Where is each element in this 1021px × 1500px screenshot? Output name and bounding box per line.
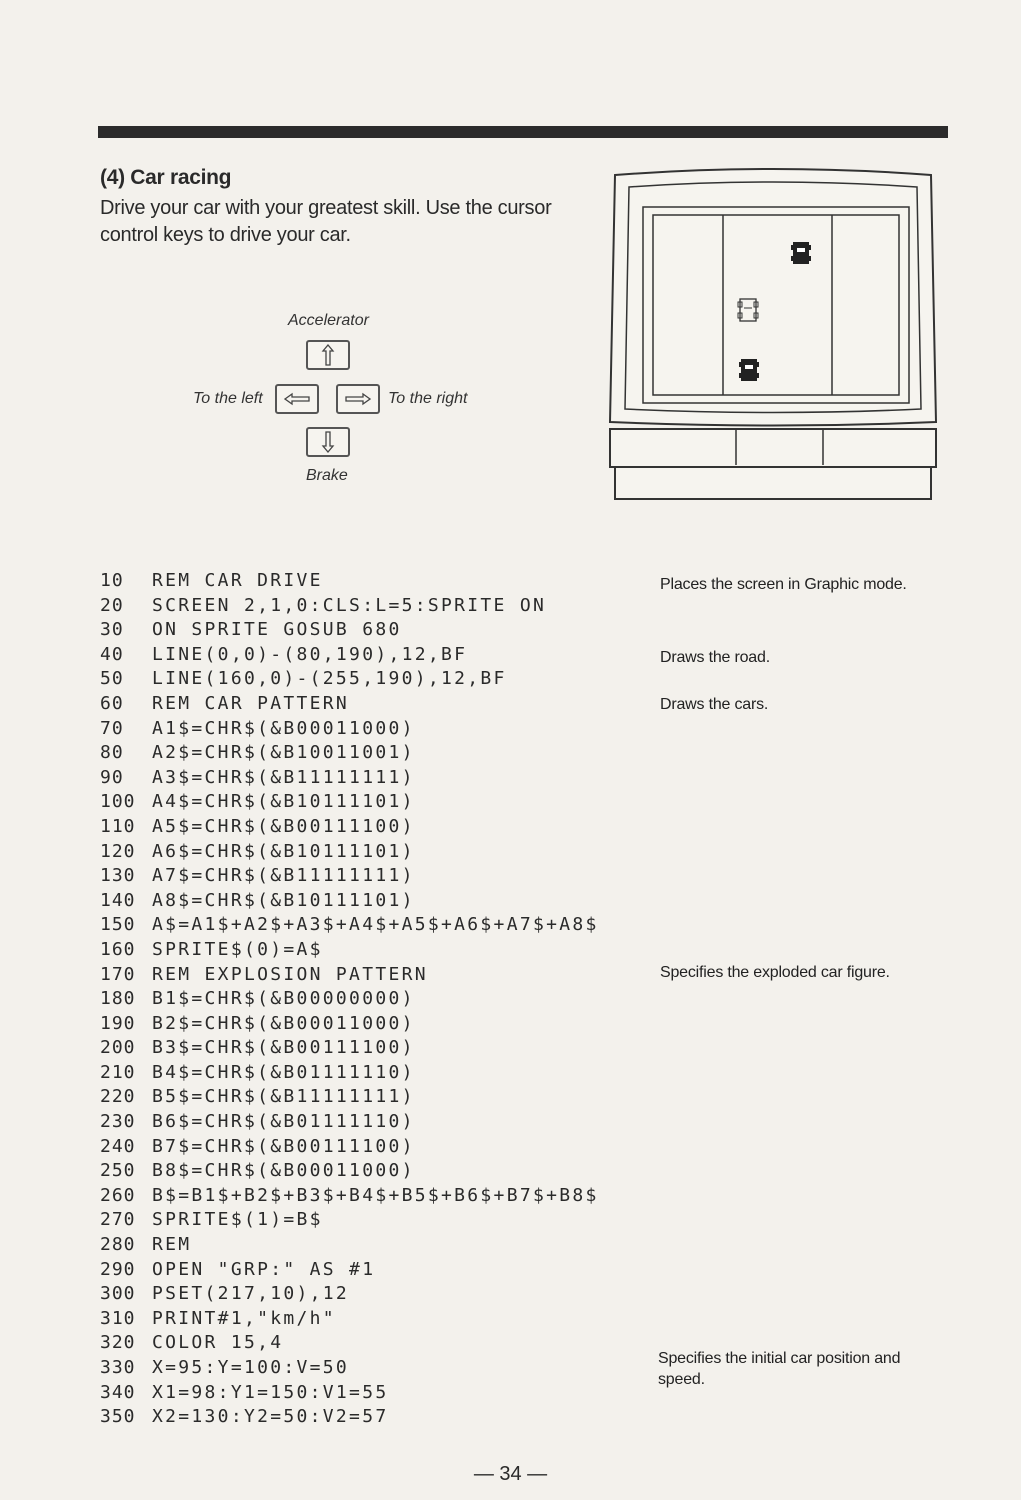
left-label: To the left <box>193 390 263 407</box>
code-text: REM CAR PATTERN <box>152 692 350 714</box>
code-line <box>100 790 599 815</box>
note-exploded-car: Specifies the exploded car figure. <box>660 964 890 981</box>
line-number: 260 <box>100 1184 136 1206</box>
code-text: A8$=CHR$(&B10111101) <box>152 889 415 911</box>
code-text: A5$=CHR$(&B00111100) <box>152 815 415 837</box>
note-initial-position: Specifies the initial car position and speed. <box>658 1350 901 1388</box>
code-text: A$=A1$+A2$+A3$+A4$+A5$+A6$+A7$+A8$ <box>152 914 599 936</box>
code-text: REM CAR DRIVE <box>152 570 323 591</box>
code-text: B8$=CHR$(&B00011000) <box>152 1160 415 1182</box>
program-listing <box>100 569 599 1430</box>
code-text: A6$=CHR$(&B10111101) <box>152 840 415 862</box>
line-number: 220 <box>100 1086 136 1108</box>
line-number: 20 <box>100 594 124 616</box>
code-line <box>100 1208 599 1233</box>
code-line <box>100 766 599 791</box>
line-number: 310 <box>100 1307 136 1329</box>
code-text: PSET(217,10),12 <box>152 1283 350 1305</box>
note-cars: Draws the cars. <box>660 696 769 713</box>
line-number: 110 <box>100 815 136 837</box>
code-text: SPRITE$(1)=B$ <box>152 1209 323 1231</box>
code-line <box>100 864 599 889</box>
right-arrow-icon <box>345 392 371 406</box>
code-line <box>100 1233 599 1258</box>
code-text: PRINT#1,"km/h" <box>152 1307 336 1329</box>
code-line <box>100 889 599 914</box>
code-line <box>100 1085 599 1110</box>
code-text: B$=B1$+B2$+B3$+B4$+B5$+B6$+B7$+B8$ <box>152 1184 599 1206</box>
line-number: 80 <box>100 742 124 764</box>
code-text: REM <box>152 1234 192 1256</box>
code-line <box>100 1110 599 1135</box>
code-text: OPEN "GRP:" AS #1 <box>152 1258 376 1280</box>
line-number: 250 <box>100 1160 136 1182</box>
player-car-icon <box>739 359 759 381</box>
code-text: A7$=CHR$(&B11111111) <box>152 865 415 887</box>
code-line <box>100 1405 599 1430</box>
line-number: 90 <box>100 766 124 788</box>
line-number: 30 <box>100 619 124 641</box>
up-arrow-icon <box>321 344 335 366</box>
code-line <box>100 815 599 840</box>
code-line <box>100 1307 599 1332</box>
line-number: 210 <box>100 1061 136 1083</box>
code-line <box>100 1012 599 1037</box>
code-text: A1$=CHR$(&B00011000) <box>152 717 415 739</box>
code-text: A3$=CHR$(&B11111111) <box>152 766 415 788</box>
right-arrow-key <box>336 384 380 414</box>
line-number: 290 <box>100 1258 136 1280</box>
line-number: 270 <box>100 1209 136 1231</box>
code-text: REM EXPLOSION PATTERN <box>152 963 428 985</box>
code-line <box>100 1356 599 1381</box>
accelerator-label: Accelerator <box>288 312 369 329</box>
note-road: Draws the road. <box>660 649 770 666</box>
line-number: 140 <box>100 889 136 911</box>
line-number: 40 <box>100 643 124 665</box>
code-line <box>100 913 599 938</box>
code-text: X2=130:Y2=50:V2=57 <box>152 1406 389 1428</box>
code-text: X=95:Y=100:V=50 <box>152 1357 350 1378</box>
code-line <box>100 667 599 692</box>
note-graphic-mode: Places the screen in Graphic mode. <box>660 576 907 593</box>
page-number: — 34 — <box>473 1463 548 1485</box>
code-line <box>100 569 599 594</box>
code-line <box>100 643 599 668</box>
line-number: 100 <box>100 791 136 813</box>
code-line <box>100 1184 599 1209</box>
code-text: A4$=CHR$(&B10111101) <box>152 791 415 813</box>
code-line <box>100 1258 599 1283</box>
code-line <box>100 692 599 717</box>
code-line <box>100 1159 599 1184</box>
code-text: A2$=CHR$(&B10011001) <box>152 742 415 764</box>
right-label: To the right <box>388 390 468 407</box>
section-intro: Drive your car with your greatest skill. Use the cursor control keys to drive your car. <box>100 197 552 246</box>
line-number: 330 <box>100 1357 136 1378</box>
left-arrow-key <box>275 384 319 414</box>
up-arrow-key <box>306 340 350 370</box>
code-line <box>100 840 599 865</box>
line-number: 320 <box>100 1332 136 1354</box>
code-text: X1=98:Y1=150:V1=55 <box>152 1381 389 1403</box>
line-number: 190 <box>100 1012 136 1034</box>
line-number: 230 <box>100 1111 136 1133</box>
code-line <box>100 1381 599 1406</box>
line-number: 120 <box>100 840 136 862</box>
line-number: 50 <box>100 668 124 690</box>
line-number: 70 <box>100 717 124 739</box>
section-title: (4) Car racing <box>100 166 232 189</box>
code-text: SCREEN 2,1,0:CLS:L=5:SPRITE ON <box>152 594 547 616</box>
code-text: B4$=CHR$(&B01111110) <box>152 1061 415 1083</box>
code-line <box>100 1331 599 1356</box>
code-line <box>100 1061 599 1086</box>
line-number: 240 <box>100 1135 136 1157</box>
down-arrow-key <box>306 427 350 457</box>
line-number: 150 <box>100 914 136 936</box>
top-rule <box>98 126 948 138</box>
code-text: LINE(160,0)-(255,190),12,BF <box>152 668 507 690</box>
code-line <box>100 618 599 643</box>
line-number: 170 <box>100 963 136 985</box>
code-text: B6$=CHR$(&B01111110) <box>152 1111 415 1133</box>
code-line <box>100 963 599 988</box>
code-text: COLOR 15,4 <box>152 1332 284 1354</box>
left-arrow-icon <box>284 392 310 406</box>
line-number: 300 <box>100 1283 136 1305</box>
monitor-illustration <box>603 167 943 502</box>
line-number: 200 <box>100 1037 136 1059</box>
code-line <box>100 987 599 1012</box>
code-line <box>100 594 599 619</box>
code-text: B7$=CHR$(&B00111100) <box>152 1135 415 1157</box>
line-number: 340 <box>100 1381 136 1403</box>
code-line <box>100 938 599 963</box>
code-text: B1$=CHR$(&B00000000) <box>152 988 415 1010</box>
line-number: 160 <box>100 938 136 960</box>
code-text: LINE(0,0)-(80,190),12,BF <box>152 643 468 665</box>
line-number: 180 <box>100 988 136 1010</box>
code-line <box>100 1036 599 1061</box>
code-line <box>100 717 599 742</box>
code-line <box>100 1282 599 1307</box>
code-text: B5$=CHR$(&B11111111) <box>152 1086 415 1108</box>
line-number: 280 <box>100 1234 136 1256</box>
car-icon <box>791 242 811 264</box>
down-arrow-icon <box>321 431 335 453</box>
line-number: 350 <box>100 1406 136 1428</box>
code-line <box>100 741 599 766</box>
code-text: B3$=CHR$(&B00111100) <box>152 1037 415 1059</box>
brake-label: Brake <box>306 467 348 484</box>
line-number: 10 <box>100 570 124 591</box>
code-line <box>100 1135 599 1160</box>
line-number: 60 <box>100 692 124 714</box>
code-text: B2$=CHR$(&B00011000) <box>152 1012 415 1034</box>
code-text: SPRITE$(0)=A$ <box>152 938 323 960</box>
code-text: ON SPRITE GOSUB 680 <box>152 619 402 641</box>
line-number: 130 <box>100 865 136 887</box>
